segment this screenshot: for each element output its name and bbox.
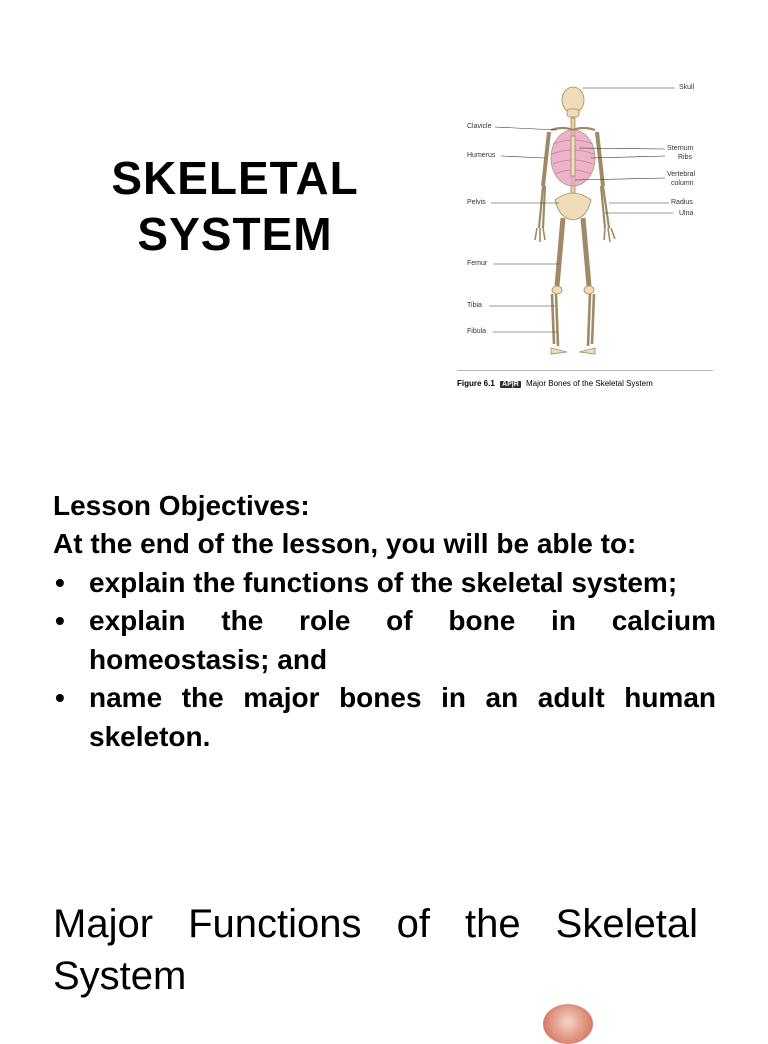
label-ribs: Ribs xyxy=(678,154,693,161)
objective-text: explain the functions of the skeletal system; xyxy=(89,566,678,598)
apr-badge: AP|R xyxy=(502,381,519,388)
list-item xyxy=(53,679,716,756)
figure-number: Figure 6.1 xyxy=(457,379,495,388)
label-vertebral-column-2: column xyxy=(671,180,694,187)
label-pelvis: Pelvis xyxy=(467,199,486,206)
caption-divider xyxy=(457,370,713,371)
page-title xyxy=(70,150,400,262)
label-clavicle: Clavicle xyxy=(467,123,492,130)
objectives-list xyxy=(53,564,716,757)
list-item xyxy=(53,564,716,603)
label-femur: Femur xyxy=(467,260,488,267)
skeleton-figure xyxy=(455,78,717,396)
skeleton-illustration xyxy=(455,78,717,368)
bullet-icon: • xyxy=(55,682,65,713)
bullet-icon: • xyxy=(55,566,65,598)
bullet-icon: • xyxy=(55,605,65,636)
section-title: Major Functions of the Skeletal System xyxy=(53,902,698,998)
objectives-intro: At the end of the lesson, you will be able to: xyxy=(53,528,637,559)
label-fibula: Fibula xyxy=(467,328,487,335)
label-ulna: Ulna xyxy=(679,210,694,217)
label-skull: Skull xyxy=(679,84,695,91)
objective-text: name the major bones in an adult human skeleton. xyxy=(89,682,716,752)
figure-caption xyxy=(457,379,653,388)
label-radius: Radius xyxy=(671,199,693,206)
title-line-2: SYSTEM xyxy=(137,208,333,260)
label-tibia: Tibia xyxy=(467,302,482,309)
label-humerus: Humerus xyxy=(467,152,496,159)
objectives-heading: Lesson Objectives: xyxy=(53,490,310,521)
lesson-objectives xyxy=(53,487,716,756)
title-line-1: SKELETAL xyxy=(111,152,359,204)
figure-caption-text: Major Bones of the Skeletal System xyxy=(526,379,653,388)
label-vertebral-column: Vertebral xyxy=(667,171,696,178)
list-item xyxy=(53,602,716,679)
objective-text: explain the role of bone in calcium homeostasis; and xyxy=(89,605,716,675)
label-sternum: Sternum xyxy=(667,145,694,152)
bone-illustration xyxy=(543,1004,593,1044)
